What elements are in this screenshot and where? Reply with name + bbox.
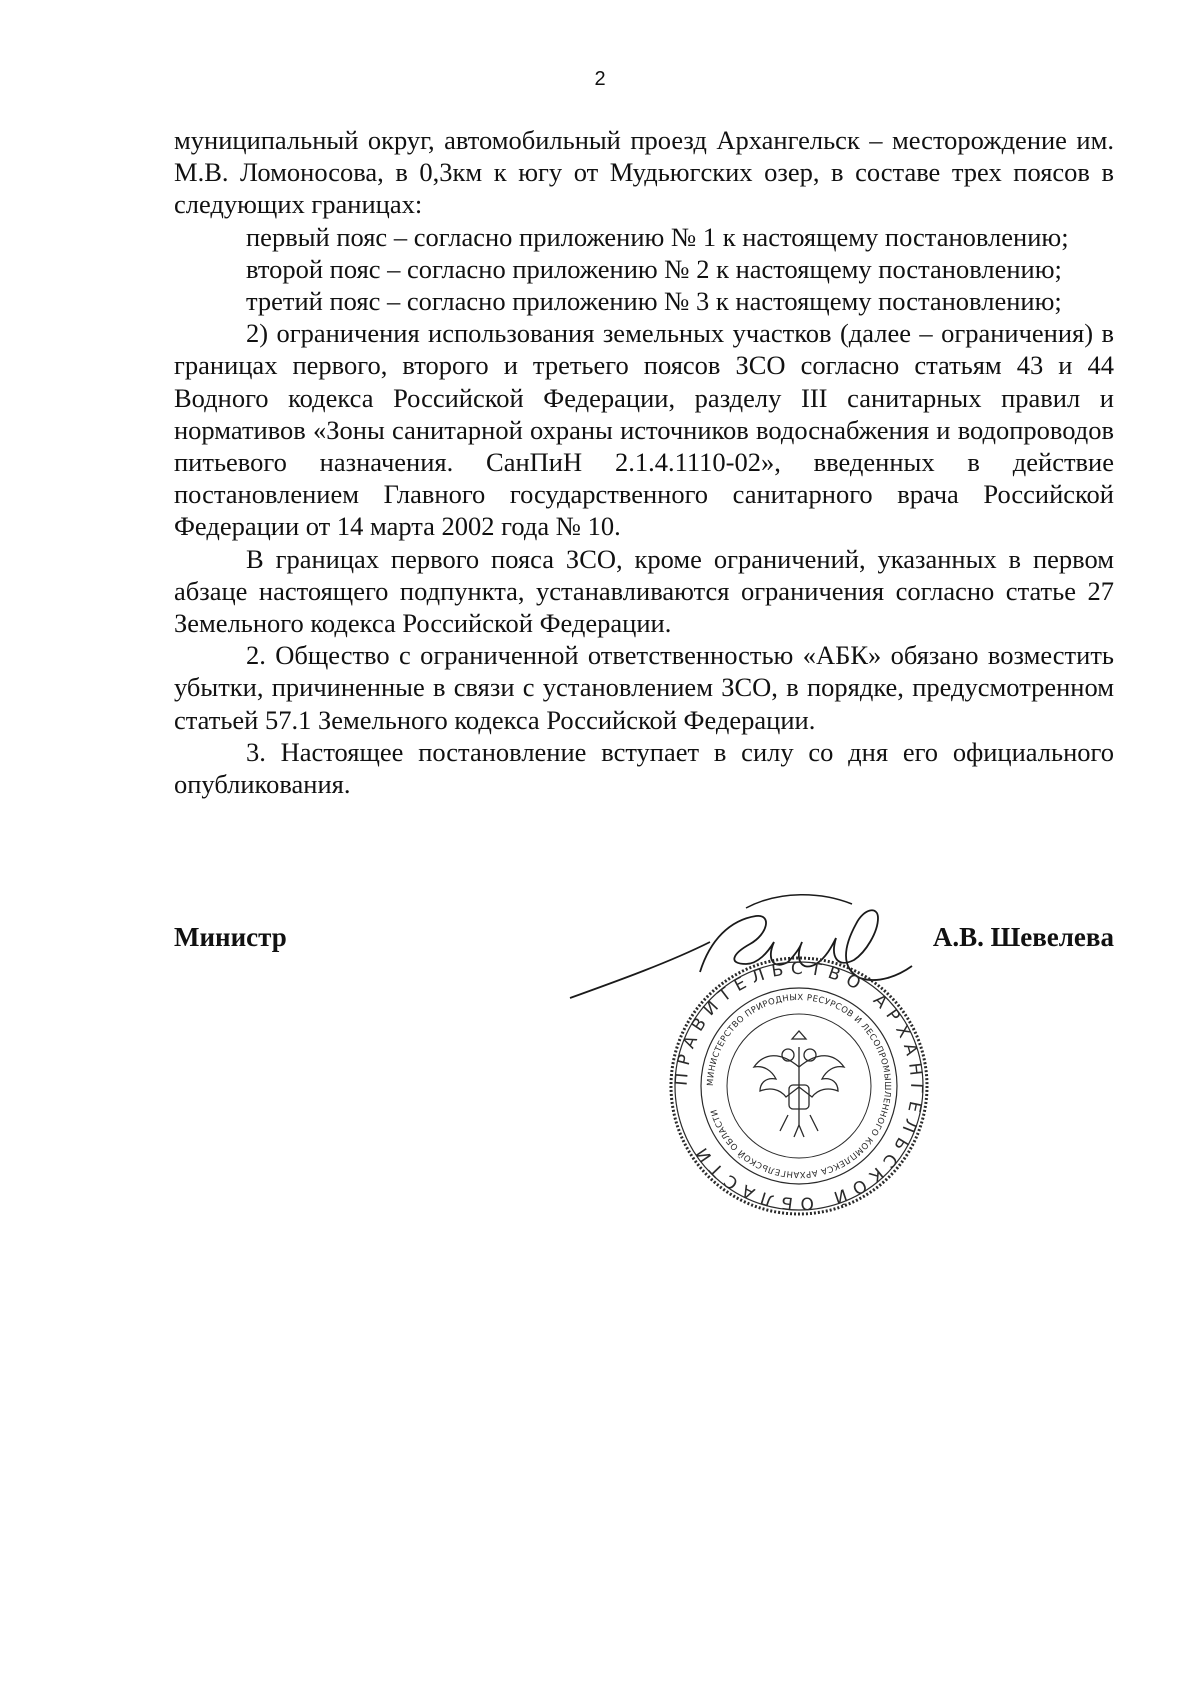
signatory-name: А.В. Шевелева — [932, 922, 1114, 952]
paragraph-effective-date: 3. Настоящее постановление вступает в силу со дня его официального опубликования. — [174, 736, 1114, 800]
paragraph-first-belt-restrictions: В границах первого пояса ЗСО, кроме ограничений, указанных в первом абзаце настоящего подпункта, устанавливаются ограничения согласно статье 27 Земельного кодекса Российской Федерации. — [174, 543, 1114, 639]
page-number: 2 — [594, 68, 606, 90]
document-body — [174, 124, 1114, 800]
paragraph-compensation: 2. Общество с ограниченной ответственностью «АБК» обязано возместить убытки, причиненные в связи с установлением ЗСО, в порядке, предусмотренном статьей 57.1 Земельного кодекса Российской Федерации. — [174, 640, 1114, 735]
paragraph-first-belt: первый пояс – согласно приложению № 1 к настоящему постановлению; — [246, 221, 1069, 252]
official-seal-icon — [668, 955, 930, 1217]
paragraph-location: муниципальный округ, автомобильный проезд Архангельск – месторождение им. М.В. Ломоносова, в 0,3км к югу от Мудьюгских озер, в составе трех поясов в следующих границах: — [174, 125, 1114, 220]
signatory-role: Министр — [174, 922, 287, 952]
seal-inner-text: МИНИСТЕРСТВО ПРИРОДНЫХ РЕСУРСОВ И ЛЕСОПРОМЫШЛЕННОГО КОМПЛЕКСА АРХАНГЕЛЬСКОЙ ОБЛАСТИ — [705, 992, 893, 1180]
paragraph-third-belt: третий пояс – согласно приложению № 3 к настоящему постановлению; — [246, 286, 1062, 317]
seal-outer-text: ПРАВИТЕЛЬСТВО АРХАНГЕЛЬСКОЙ ОБЛАСТИ — [671, 958, 927, 1214]
paragraph-second-belt: второй пояс – согласно приложению № 2 к настоящему постановлению; — [246, 253, 1062, 284]
double-headed-eagle-icon — [754, 1031, 844, 1137]
paragraph-restrictions: 2) ограничения использования земельных участков (далее – ограничения) в границах первого, второго и третьего поясов ЗСО согласно статьям 43 и 44 Водного кодекса Российской Федерации, разделу III санитарных правил и нормативов «Зоны санитарной охраны источников водоснабжения и водопроводов питьевого назначения. СанПиН 2.1.4.1110-02», введенных в действие постановлением Главного государственного санитарного врача Российской Федерации от 14 марта 2002 года № 10. — [174, 318, 1114, 542]
